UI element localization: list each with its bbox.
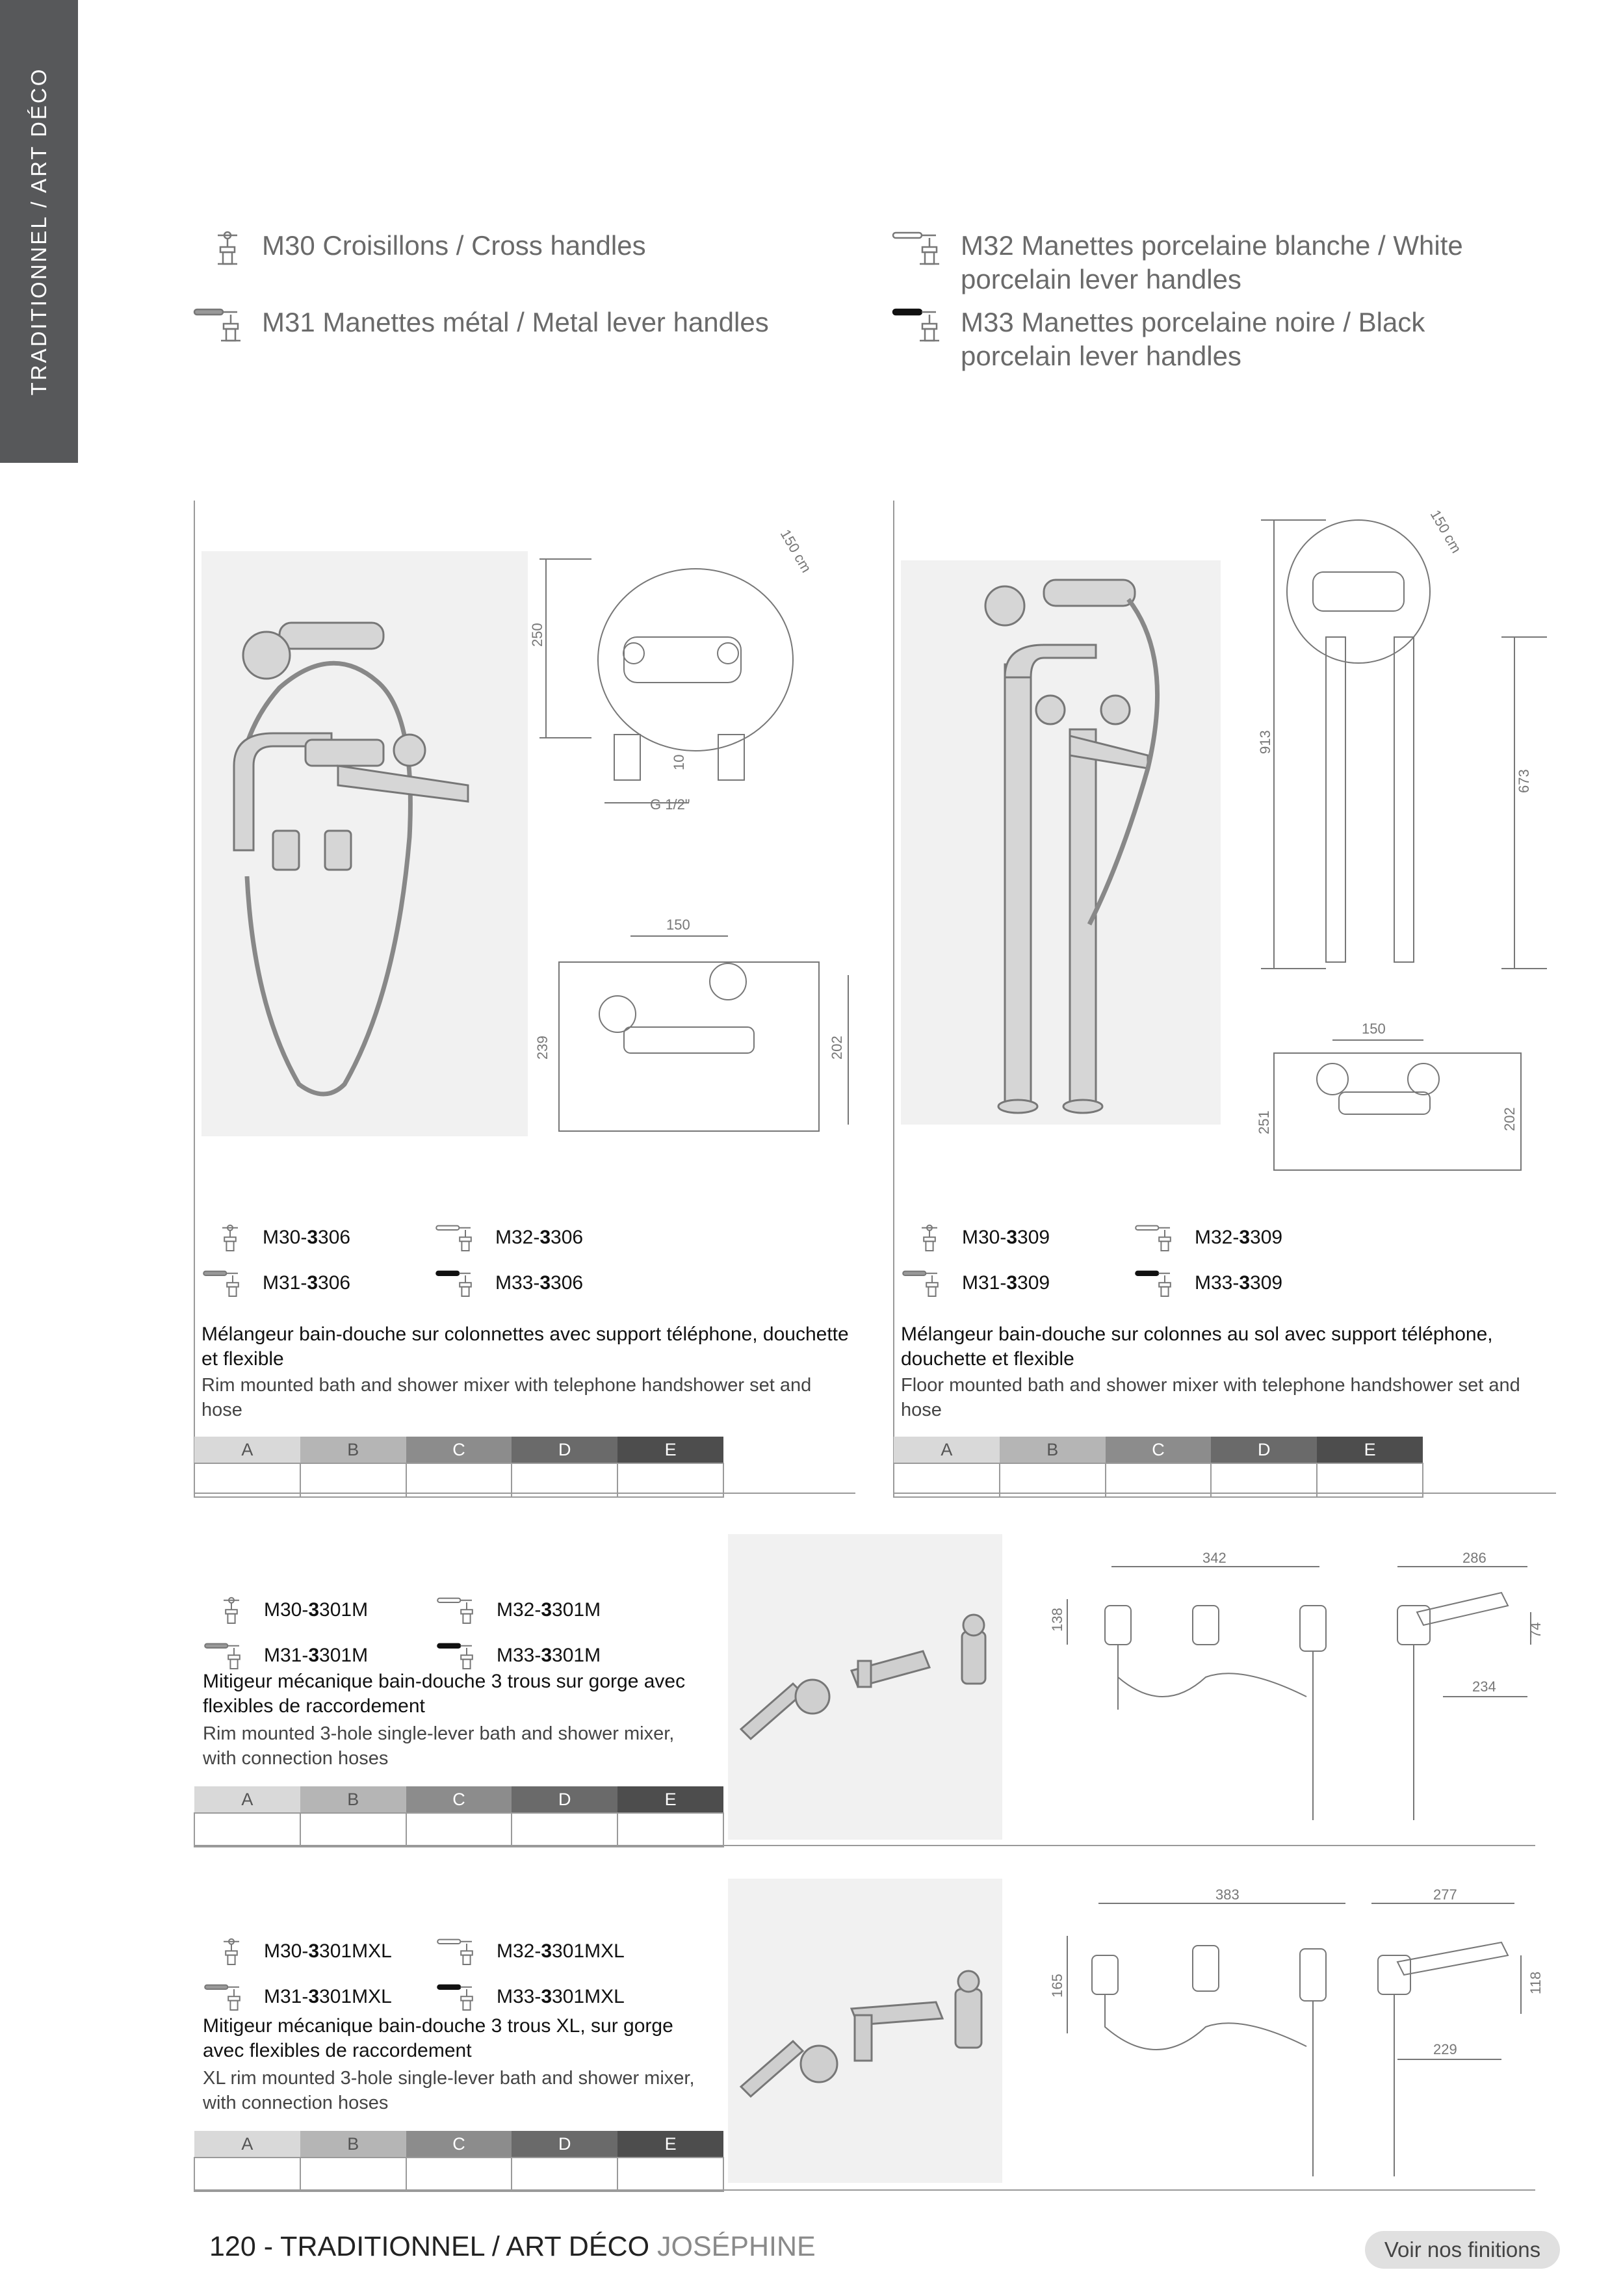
- product-2-dim-202: 202: [1501, 1107, 1518, 1131]
- code-rest: 306: [318, 1272, 351, 1294]
- product-2-description-fr: Mélangeur bain-douche sur colonnes au sol avec support téléphone, douchette et flexible: [901, 1324, 1493, 1370]
- product-2-border: [893, 501, 894, 1494]
- product-2-finish-table: [893, 1437, 1423, 1498]
- code-bold: 3: [541, 1986, 552, 2007]
- code-prefix: M32-: [495, 1227, 540, 1248]
- product-3-code-m31: [203, 1640, 368, 1671]
- code-rest: 301MXL: [552, 1940, 625, 1962]
- code-rest: 301MXL: [319, 1986, 392, 2007]
- product-2-code-m30: [901, 1222, 1050, 1253]
- product-2-dim-height: 913: [1257, 730, 1273, 754]
- finish-cell: [300, 2158, 406, 2191]
- code-rest: 301M: [552, 1599, 601, 1621]
- product-4-code-m32: [435, 1936, 625, 1967]
- white-porcelain-lever-icon: [434, 1222, 486, 1253]
- product-1-dim-hose: 150 cm: [777, 527, 815, 575]
- metal-lever-handle-icon: [203, 1981, 255, 2013]
- finish-col-c: C: [1106, 1437, 1212, 1463]
- code-prefix: M30-: [263, 1227, 307, 1248]
- metal-lever-handle-icon: [203, 1640, 255, 1671]
- product-4-photo: [728, 1879, 1002, 2183]
- finish-cell: [194, 1463, 300, 1497]
- code-bold: 3: [308, 1986, 320, 2007]
- legend-m32: [890, 229, 1514, 296]
- product-4-code-m30: [203, 1936, 392, 1967]
- finish-cell: [512, 1813, 617, 1847]
- finish-cell: [194, 2158, 300, 2191]
- footer-collection: JOSÉPHINE: [657, 2231, 816, 2262]
- finish-cell: [300, 1463, 406, 1497]
- footer-page-label: 120 - TRADITIONNEL / ART DÉCO: [209, 2231, 650, 2262]
- product-1-border: [194, 501, 195, 1494]
- code-bold: 3: [1006, 1272, 1018, 1294]
- finish-col-d: D: [1211, 1437, 1317, 1463]
- product-1-dim-height: 250: [529, 623, 545, 647]
- product-1-dim-202: 202: [829, 1036, 845, 1060]
- metal-lever-handle-icon: [201, 1268, 253, 1299]
- product-3-code-m33: [435, 1640, 601, 1671]
- product-4-finish-table: [194, 2131, 724, 2192]
- code-prefix: M30-: [264, 1599, 309, 1621]
- cross-handle-icon: [203, 1595, 255, 1626]
- code-rest: 306: [551, 1272, 584, 1294]
- code-prefix: M30-: [962, 1227, 1007, 1248]
- finish-cell: [617, 1463, 723, 1497]
- code-rest: 309: [1250, 1272, 1283, 1294]
- product-2-photo: [901, 560, 1221, 1125]
- cross-handle-icon: [192, 229, 257, 267]
- product-2-technical-drawing: [1235, 507, 1547, 1177]
- code-rest: 301MXL: [319, 1940, 392, 1962]
- code-prefix: M30-: [264, 1940, 309, 1962]
- white-porcelain-lever-icon: [435, 1595, 487, 1626]
- finish-col-d: D: [512, 1786, 617, 1813]
- section-side-tab-label: TRADITIONNEL / ART DÉCO: [27, 67, 51, 396]
- section-side-tab: [0, 0, 78, 463]
- three-hole-mixer-photo-graphic: [728, 1534, 1002, 1840]
- finish-col-a: A: [894, 1437, 1000, 1463]
- code-bold: 3: [1239, 1227, 1251, 1248]
- code-prefix: M31-: [962, 1272, 1007, 1294]
- code-prefix: M32-: [1195, 1227, 1240, 1248]
- black-porcelain-lever-icon: [435, 1640, 487, 1671]
- code-bold: 3: [539, 1227, 551, 1248]
- product-1-code-m33: [434, 1268, 583, 1299]
- code-bold: 3: [539, 1272, 551, 1294]
- code-prefix: M33-: [495, 1272, 540, 1294]
- product-2-dim-spacing: 150: [1362, 1021, 1386, 1037]
- finish-col-d: D: [512, 1437, 617, 1463]
- finish-col-b: B: [300, 2131, 406, 2158]
- finish-cell: [300, 1813, 406, 1847]
- product-2-dim-column: 673: [1516, 769, 1532, 793]
- product-1-code-m31: [201, 1268, 350, 1299]
- product-3-description-fr: Mitigeur mécanique bain-douche 3 trous sur gorge avec flexibles de raccordement: [203, 1671, 686, 1717]
- legend-m33-text: M33 Manettes porcelaine noire / Black porcelain lever handles: [961, 307, 1425, 371]
- product-1-description-en: Rim mounted bath and shower mixer with telephone handshower set and hose: [201, 1375, 812, 1420]
- finish-col-d: D: [512, 2131, 617, 2158]
- code-bold: 3: [541, 1645, 552, 1666]
- product-3-code-m32: [435, 1595, 601, 1626]
- finish-col-b: B: [300, 1437, 406, 1463]
- code-prefix: M31-: [264, 1645, 309, 1666]
- product-1-code-m32: [434, 1222, 583, 1253]
- product-2-code-m33: [1134, 1268, 1282, 1299]
- code-prefix: M32-: [497, 1940, 541, 1962]
- product-2-code-m32: [1134, 1222, 1282, 1253]
- product-3-dim-h1: 138: [1049, 1608, 1065, 1632]
- finish-col-e: E: [617, 1786, 723, 1813]
- finish-col-b: B: [300, 1786, 406, 1813]
- metal-lever-handle-icon: [901, 1268, 953, 1299]
- finish-cell: [1317, 1463, 1423, 1497]
- page-footer: [209, 2231, 816, 2263]
- product-1-dim-239: 239: [534, 1036, 551, 1060]
- finish-col-a: A: [194, 1437, 300, 1463]
- code-prefix: M31-: [264, 1986, 309, 2007]
- product-3-dim-h2: 74: [1527, 1622, 1544, 1638]
- black-porcelain-lever-icon: [435, 1981, 487, 2013]
- white-porcelain-lever-icon: [1134, 1222, 1186, 1253]
- code-bold: 3: [307, 1272, 318, 1294]
- cross-handle-icon: [203, 1936, 255, 1967]
- legend-m31-text: M31 Manettes métal / Metal lever handles: [262, 307, 769, 337]
- product-2-dim-hose: 150 cm: [1427, 507, 1465, 556]
- code-rest: 301M: [319, 1599, 369, 1621]
- product-4-dim-w1: 383: [1215, 1886, 1240, 1903]
- code-prefix: M33-: [497, 1645, 541, 1666]
- product-1-dim-spacing: 150: [666, 917, 690, 933]
- finish-cell: [406, 2158, 512, 2191]
- finish-cell: [512, 2158, 617, 2191]
- code-rest: 306: [318, 1227, 351, 1248]
- product-4-dim-w2: 277: [1433, 1886, 1457, 1903]
- product-2-description-en: Floor mounted bath and shower mixer with telephone handshower set and hose: [901, 1375, 1520, 1420]
- product-1-dim-thread: G 1/2": [650, 796, 690, 813]
- legend-m30-text: M30 Croisillons / Cross handles: [262, 230, 646, 261]
- product-3-code-m30: [203, 1595, 368, 1626]
- legend-m31: [192, 306, 809, 343]
- code-bold: 3: [1239, 1272, 1251, 1294]
- code-bold: 3: [541, 1599, 552, 1621]
- product-2-dim-251: 251: [1256, 1110, 1272, 1134]
- product-3-dim-d: 234: [1472, 1678, 1496, 1695]
- code-prefix: M31-: [263, 1272, 307, 1294]
- product-1-dim-10: 10: [671, 754, 687, 770]
- rim-mixer-photo-graphic: [201, 551, 528, 1136]
- product-1-technical-drawing: [529, 520, 858, 1138]
- finish-cell: [1211, 1463, 1317, 1497]
- finish-col-a: A: [194, 2131, 300, 2158]
- product-4-code-m33: [435, 1981, 625, 2013]
- code-bold: 3: [1006, 1227, 1018, 1248]
- product-4-dim-h1: 165: [1049, 1974, 1065, 1998]
- finish-col-e: E: [1317, 1437, 1423, 1463]
- metal-lever-handle-icon: [192, 306, 257, 343]
- finish-cell: [1106, 1463, 1212, 1497]
- product-1-code-m30: [201, 1222, 350, 1253]
- finish-cell: [406, 1463, 512, 1497]
- cross-handle-icon: [901, 1222, 953, 1253]
- code-rest: 306: [551, 1227, 584, 1248]
- product-3-technical-drawing: [1046, 1547, 1544, 1833]
- voir-finitions-button[interactable]: Voir nos finitions: [1365, 2231, 1560, 2269]
- white-porcelain-lever-icon: [890, 229, 955, 267]
- finish-col-b: B: [1000, 1437, 1106, 1463]
- finish-cell: [617, 2158, 723, 2191]
- product-3-photo: [728, 1534, 1002, 1840]
- finish-cell: [1000, 1463, 1106, 1497]
- code-prefix: M33-: [497, 1986, 541, 2007]
- product-4-technical-drawing: [1046, 1884, 1544, 2183]
- black-porcelain-lever-icon: [890, 306, 955, 343]
- product-4-dim-d: 229: [1433, 2041, 1457, 2057]
- product-4-code-m31: [203, 1981, 392, 2013]
- cross-handle-icon: [201, 1222, 253, 1253]
- finish-cell: [194, 1813, 300, 1847]
- code-bold: 3: [308, 1645, 320, 1666]
- legend-m32-text: M32 Manettes porcelaine blanche / White porcelain lever handles: [961, 230, 1463, 294]
- finish-col-e: E: [617, 2131, 723, 2158]
- code-bold: 3: [308, 1599, 320, 1621]
- code-rest: 301MXL: [552, 1986, 625, 2007]
- white-porcelain-lever-icon: [435, 1936, 487, 1967]
- finish-col-c: C: [406, 1437, 512, 1463]
- finish-col-c: C: [406, 1786, 512, 1813]
- finish-col-c: C: [406, 2131, 512, 2158]
- product-1-photo: [201, 551, 528, 1136]
- code-bold: 3: [307, 1227, 318, 1248]
- finish-cell: [512, 1463, 617, 1497]
- product-3-finish-table: [194, 1786, 724, 1847]
- finish-col-a: A: [194, 1786, 300, 1813]
- legend-m30: [192, 229, 777, 267]
- finish-cell: [617, 1813, 723, 1847]
- code-rest: 309: [1250, 1227, 1283, 1248]
- code-prefix: M33-: [1195, 1272, 1240, 1294]
- product-4-dim-h2: 118: [1527, 1971, 1544, 1994]
- finish-cell: [406, 1813, 512, 1847]
- black-porcelain-lever-icon: [1134, 1268, 1186, 1299]
- code-rest: 301M: [319, 1645, 369, 1666]
- finish-cell: [894, 1463, 1000, 1497]
- product-1-description-fr: Mélangeur bain-douche sur colonnettes avec support téléphone, douchette et flexible: [201, 1324, 849, 1370]
- three-hole-xl-mixer-photo-graphic: [728, 1879, 1002, 2183]
- code-rest: 309: [1017, 1227, 1050, 1248]
- code-prefix: M32-: [497, 1599, 541, 1621]
- code-rest: 309: [1017, 1272, 1050, 1294]
- product-1-finish-table: [194, 1437, 724, 1498]
- black-porcelain-lever-icon: [434, 1268, 486, 1299]
- product-3-dim-w1: 342: [1202, 1550, 1227, 1566]
- code-bold: 3: [308, 1940, 320, 1962]
- code-rest: 301M: [552, 1645, 601, 1666]
- product-4-description-fr: Mitigeur mécanique bain-douche 3 trous XL, sur gorge avec flexibles de raccordement: [203, 2015, 673, 2061]
- product-2-code-m31: [901, 1268, 1050, 1299]
- finish-col-e: E: [617, 1437, 723, 1463]
- product-3-description-en: Rim mounted 3-hole single-lever bath and shower mixer, with connection hoses: [203, 1723, 675, 1769]
- product-3-dim-w2: 286: [1462, 1550, 1487, 1566]
- floor-mixer-photo-graphic: [901, 560, 1221, 1125]
- product-4-description-en: XL rim mounted 3-hole single-lever bath and shower mixer, with connection hoses: [203, 2068, 695, 2113]
- code-bold: 3: [541, 1940, 552, 1962]
- legend-m33: [890, 306, 1514, 373]
